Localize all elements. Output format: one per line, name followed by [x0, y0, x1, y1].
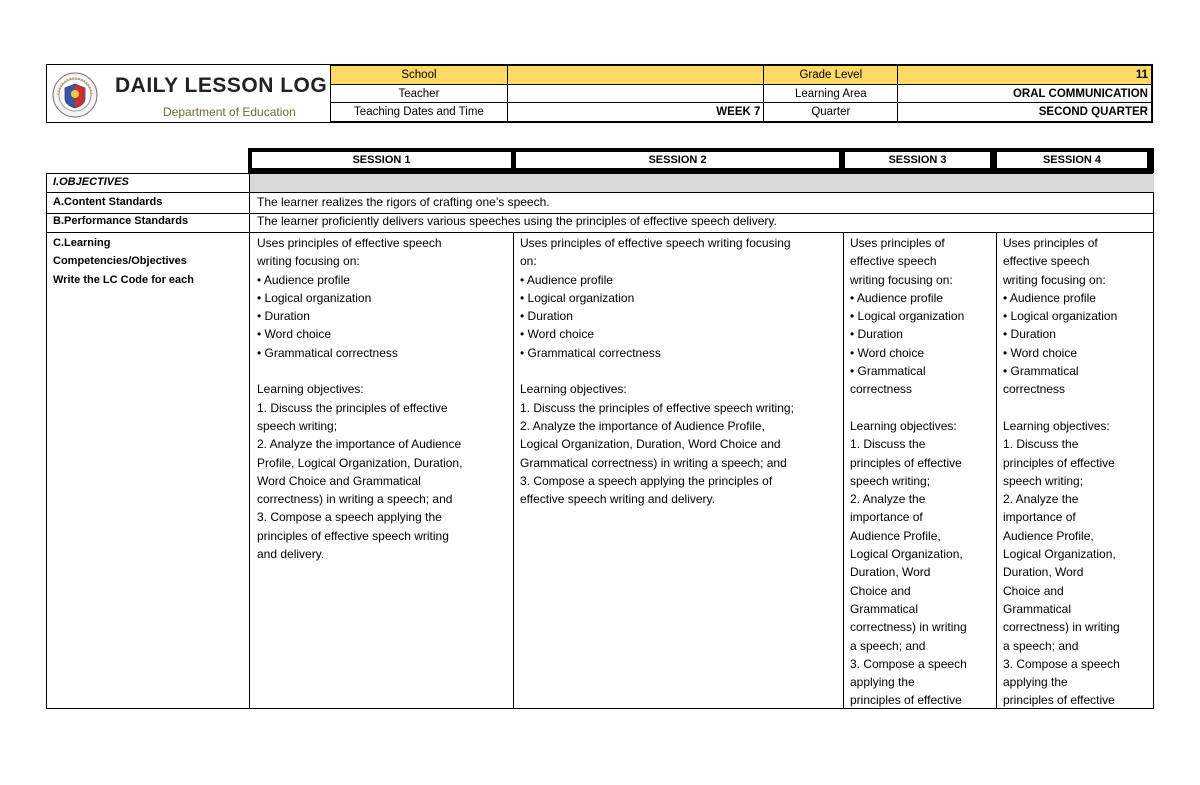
quarter-value[interactable]: SECOND QUARTER [898, 103, 1152, 122]
competency-line: a speech; and [1003, 638, 1079, 653]
content-standards-label: A.Content Standards [53, 196, 163, 208]
competency-line: principles of effective speech writing [257, 528, 449, 543]
row-divider [47, 232, 1153, 233]
competency-line: 2. Analyze the [850, 492, 926, 507]
competency-line: 2. Analyze the importance of Audience Profile, [520, 418, 765, 433]
competency-line [850, 399, 994, 417]
competency-line: principles of effective [1003, 693, 1115, 708]
competency-line: writing focusing on: [850, 272, 953, 287]
competency-line: Word Choice and Grammatical [257, 473, 421, 488]
competency-line: • Duration [520, 309, 573, 324]
competency-line: 1. Discuss the [850, 437, 926, 452]
competency-line: • Logical organization [850, 309, 965, 324]
competency-line: principles of effective [1003, 455, 1115, 470]
session-4-header: SESSION 4 [997, 152, 1147, 168]
column-divider [249, 173, 250, 708]
competency-line: applying the [1003, 675, 1068, 690]
learning-area-label: Learning Area [764, 84, 898, 103]
competency-line: • Audience profile [850, 290, 943, 305]
school-value[interactable] [507, 66, 764, 85]
competency-line: 2. Analyze the [1003, 492, 1079, 507]
competency-line: importance of [1003, 510, 1076, 525]
competency-line: Logical Organization, Duration, Word Choice and [520, 437, 781, 452]
competency-line: correctness [850, 382, 913, 397]
competency-line: writing focusing on: [1003, 272, 1106, 287]
competency-line: • Logical organization [257, 290, 372, 305]
competency-line: • Logical organization [520, 290, 635, 305]
teacher-label: Teacher [331, 84, 508, 103]
competency-line: • Grammatical correctness [520, 345, 661, 360]
competency-line: 1. Discuss the principles of effective speech writing; [520, 400, 794, 415]
competency-line: Grammatical [1003, 601, 1072, 616]
header-row-dates [331, 103, 1152, 122]
session-2-competencies [520, 234, 840, 708]
competency-line: correctness [1003, 382, 1066, 397]
session-4-competencies [1003, 234, 1151, 708]
competency-line: • Duration [257, 309, 310, 324]
competency-line: Learning objectives: [520, 382, 627, 397]
competency-line: 3. Compose a speech applying the principles of [520, 473, 773, 488]
grade-level-label: Grade Level [764, 66, 898, 85]
competency-line: • Logical organization [1003, 309, 1118, 324]
competency-line: speech writing; [257, 418, 338, 433]
performance-standards-text: The learner proficiently delivers various speeches using the principles of effective speech delivery. [257, 214, 777, 228]
competency-line: Uses principles of effective speech [257, 236, 442, 250]
competency-line: correctness) in writing [850, 620, 967, 635]
session-3-header: SESSION 3 [845, 152, 990, 168]
school-label: School [331, 66, 508, 85]
competency-line: Audience Profile, [850, 528, 941, 543]
competency-line: correctness) in writing [1003, 620, 1120, 635]
teaching-dates-value[interactable]: WEEK 7 [507, 103, 764, 122]
competency-line: writing focusing on: [257, 254, 360, 269]
competency-line: speech writing; [850, 473, 931, 488]
session-2-header: SESSION 2 [516, 152, 839, 168]
competency-line [520, 362, 840, 380]
content-standards-text: The learner realizes the rigors of crafting one’s speech. [257, 195, 550, 209]
competency-line: • Duration [1003, 327, 1056, 342]
document-title: DAILY LESSON LOG [115, 74, 328, 97]
competency-line: Choice and [1003, 583, 1064, 598]
competency-line: principles of effective [850, 455, 962, 470]
session-3-competencies [850, 234, 994, 708]
header-row-teacher [331, 84, 1152, 103]
performance-standards-label: B.Performance Standards [53, 215, 189, 227]
competency-line: correctness) in writing a speech; and [257, 492, 453, 507]
teaching-dates-label: Teaching Dates and Time [331, 103, 508, 122]
competency-line: 3. Compose a speech [1003, 656, 1120, 671]
grade-level-value[interactable]: 11 [898, 66, 1152, 85]
session-header-bar [248, 148, 1154, 173]
objectives-fill [250, 173, 1154, 192]
row-divider [47, 192, 1153, 193]
department-name: Department of Education [163, 105, 296, 119]
competency-line: on: [520, 254, 537, 269]
header-row-school [331, 66, 1152, 85]
competency-line: • Grammatical [850, 364, 926, 379]
label-line: C.Learning [53, 237, 111, 249]
competency-line: • Audience profile [520, 272, 613, 287]
competency-line: • Word choice [520, 327, 595, 342]
quarter-label: Quarter [764, 103, 898, 122]
deped-seal-icon [52, 72, 98, 118]
competency-line: a speech; and [850, 638, 926, 653]
competency-line: Duration, Word [850, 565, 931, 580]
competency-line: Grammatical [850, 601, 919, 616]
competency-line: effective speech writing and delivery. [520, 492, 715, 507]
objectives-label: I.OBJECTIVES [53, 176, 129, 188]
label-line: Write the LC Code for each [53, 273, 194, 286]
competency-line [257, 362, 509, 380]
competency-line: 3. Compose a speech applying the [257, 510, 442, 525]
competency-line: 1. Discuss the [1003, 437, 1079, 452]
row-divider [47, 173, 1153, 174]
competency-line: principles of effective [850, 693, 962, 708]
competency-line: Learning objectives: [257, 382, 364, 397]
lesson-log-header [46, 64, 1153, 123]
logo-block [47, 65, 330, 121]
competency-line: • Grammatical correctness [257, 345, 398, 360]
competency-line [1003, 399, 1151, 417]
competency-line: Uses principles of effective speech writing focusing [520, 236, 791, 250]
competency-line: Logical Organization, [850, 547, 963, 562]
competency-line: Uses principles of [850, 236, 945, 250]
objectives-table [46, 173, 1154, 709]
header-info-table [330, 65, 1152, 122]
column-divider [843, 232, 844, 708]
competency-line: Learning objectives: [1003, 418, 1110, 433]
session-1-header: SESSION 1 [252, 152, 511, 168]
competency-line: • Grammatical [1003, 364, 1079, 379]
competency-line: • Audience profile [257, 272, 350, 287]
competency-line: and delivery. [257, 547, 325, 562]
competency-line: Choice and [850, 583, 911, 598]
competency-line: applying the [850, 675, 915, 690]
competency-line: • Duration [850, 327, 903, 342]
column-divider [996, 232, 997, 708]
competency-line: • Audience profile [1003, 290, 1096, 305]
learning-area-value[interactable]: ORAL COMMUNICATION [898, 84, 1152, 103]
competency-line: 3. Compose a speech [850, 656, 967, 671]
column-divider [513, 232, 514, 708]
label-line: Competencies/Objectives [53, 255, 187, 268]
competency-line: 1. Discuss the principles of effective [257, 400, 448, 415]
competency-line: Uses principles of [1003, 236, 1098, 250]
competency-line: importance of [850, 510, 923, 525]
competency-line: • Word choice [850, 345, 925, 360]
competency-line: speech writing; [1003, 473, 1084, 488]
competency-line: Grammatical correctness) in writing a speech; and [520, 455, 787, 470]
competency-line: • Word choice [257, 327, 332, 342]
competency-line: Logical Organization, [1003, 547, 1116, 562]
competency-line: 2. Analyze the importance of Audience [257, 437, 462, 452]
competency-line: effective speech [850, 254, 937, 269]
competency-line: Learning objectives: [850, 418, 957, 433]
competency-line: • Word choice [1003, 345, 1078, 360]
learning-competencies-label [53, 234, 194, 289]
competency-line: Profile, Logical Organization, Duration, [257, 455, 463, 470]
session-1-competencies [257, 234, 509, 708]
competency-line: Duration, Word [1003, 565, 1084, 580]
competency-line: effective speech [1003, 254, 1090, 269]
competency-line: Audience Profile, [1003, 528, 1094, 543]
teacher-value[interactable] [507, 84, 764, 103]
